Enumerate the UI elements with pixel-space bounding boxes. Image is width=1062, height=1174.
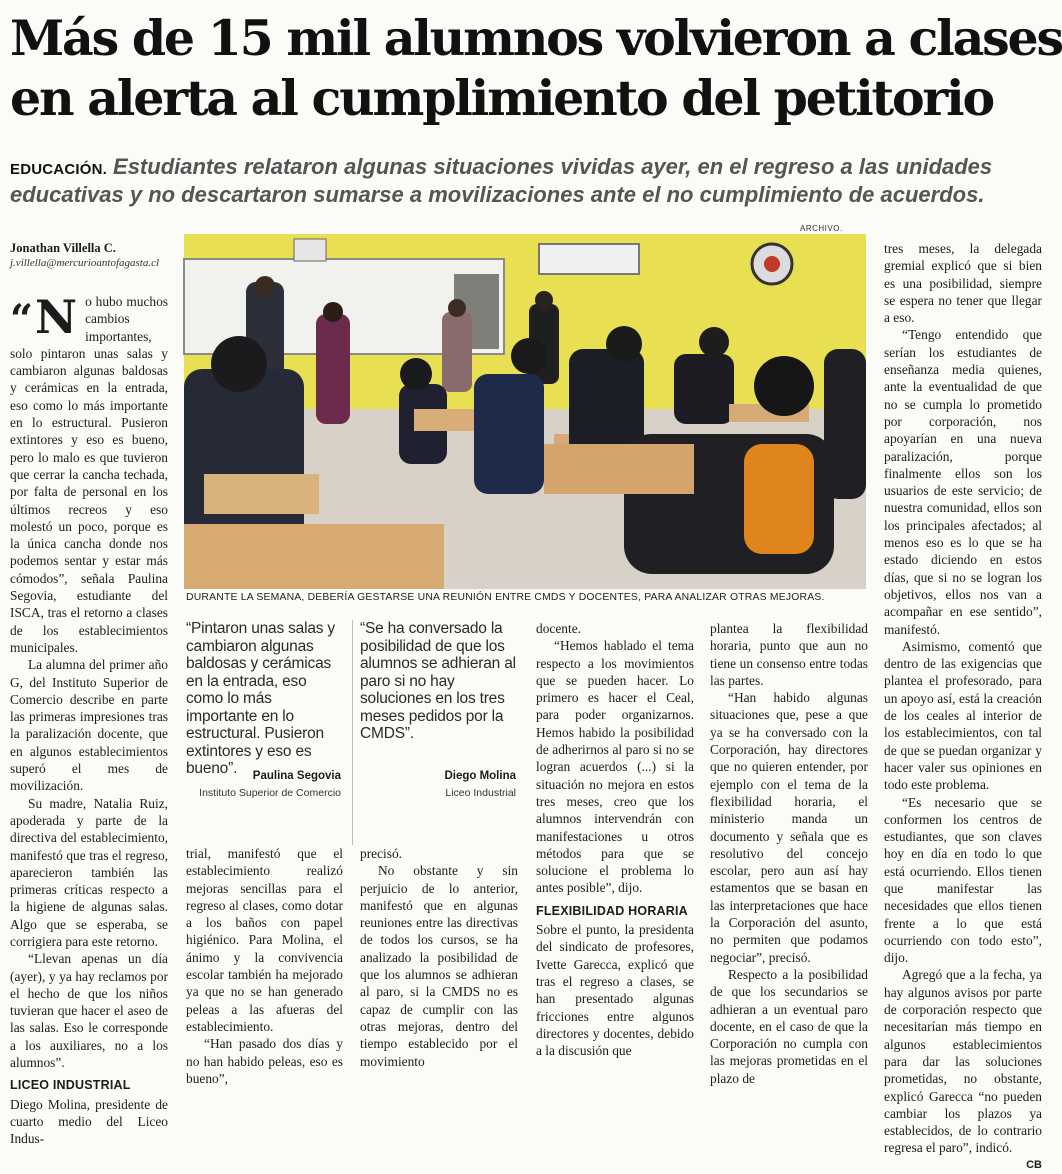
end-mark: CB	[1026, 1158, 1042, 1171]
paragraph: Sobre el punto, la presidenta del sindicato de profesores, Ivette Garecca, explicó que tras el regreso a clases, se han presentado algunas fricciones entre algunos directores y docentes, debido a la discusión que	[536, 922, 694, 1059]
paragraph: La alumna del primer año G, del Instituto Superior de Comercio describe en parte las primeras impresiones tras la paralización docente, que en algunos establecimientos superó el mes de movilización.	[10, 657, 168, 794]
drop-cap	[10, 290, 78, 344]
headline-line-2: en alerta al cumplimiento del petitorio	[10, 69, 993, 127]
paragraph: Su madre, Natalia Ruiz, apoderada y parte de la directiva del establecimiento, manifestó que tras el regreso, aparecieron también las primeras críticas respecto a la higiene de algunas salas. Algo que se esperaba, se corrigiera para este retorno.	[10, 795, 168, 949]
paragraph: precisó.	[360, 846, 403, 861]
paragraph-text: Agregó que a la fecha, ya hay algunos avisos por parte de corporación respecto que necesitarían más tiempo en algunos establecimientos para dar las soluciones prometidas, no obstante, explicó Garecca “no pueden cambiar los plazos ya establecidos, de lo contrario regresa el paro”, indicó.	[884, 967, 1042, 1156]
classroom-illustration	[184, 234, 866, 589]
column-6	[884, 240, 1042, 1171]
section-label: EDUCACIÓN.	[10, 161, 108, 178]
column-4	[536, 620, 694, 1059]
paragraph: “Hemos hablado el tema respecto a los movimientos que se pueden hacer. Lo primero es hacer el Ceal, para poder organizarnos. Hemos habido la posibilidad de adherirnos al paro si no se logran acuerdos (...) si la situación no mejora en estos tres meses, creo que los alumnos intervendrán con manifestaciones u otros métodos para que se solucione el problema lo antes posible”, dijo.	[536, 638, 694, 896]
byline-author: Jonathan Villella C.	[10, 241, 116, 255]
paragraph: Diego Molina, presidente de cuarto medio del Liceo Indus-	[10, 1096, 168, 1147]
paragraph: “Llevan apenas un día (ayer), y ya hay reclamos por el hecho de que los niños tuvieran que hacer el aseo de las salas. Eso le corresponde a los auxiliares, no a los alumnos”.	[10, 951, 168, 1071]
column-rule	[352, 620, 353, 845]
deck	[10, 154, 1040, 207]
paragraph: No obstante y sin perjuicio de lo anterior, manifestó que en algunas reuniones entre las directivas de todos los cursos, se ha analizado la posibilidad de que los alumnos se adhieran al paro, si la CMDS no es capaz de cumplir con las otras mejoras, dentro del tiempo establecido por el movimiento	[360, 863, 518, 1069]
photo-credit: ARCHIVO.	[800, 224, 843, 233]
pull-quote-1-org: Instituto Superior de Comercio	[199, 787, 341, 799]
pull-quote-2-org: Liceo Industrial	[445, 787, 516, 799]
headline	[10, 8, 1062, 128]
paragraph: o hubo muchos cambios importantes, solo pintaron unas salas y cambiaron algunas baldosas y cerámicas en la entrada, eso como lo más importante en lo estructural. Pusieron extintores y eso es bueno, pero lo malo es que tuvieron que cerrar la cancha techada, por falta de personal en los últimos recreos y eso molestó un poco, porque es la única cancha donde nos podemos sentar y estar más cómodos”, señala Paulina Segovia, estudiante del ISCA, tras el retorno a clases de los establecimientos municipales.	[10, 294, 168, 655]
paragraph: “Es necesario que se conformen los centros de estudiantes, que son claves hoy en día en todo lo que está ocurriendo. Ellos tienen que manifestar las necesidades que ellos tienen frente a lo que está ocurriendo con todo esto”, dijo.	[884, 794, 1042, 966]
paragraph: Respecto a la posibilidad de que los secundarios se adhieran a un eventual paro docente, en el caso de que la Corporación no cumpla con las mejoras prometidas en el plazo de	[710, 966, 868, 1086]
paragraph: “Han habido algunas situaciones que, pese a que ya se ha conversado con la Corporación, hay directores que no quieren entender, por ejemplo con el tema de la flexibilidad horaria, el ministerio manda un documento y señala que es resolutivo del concejo escolar, pero aun así hay estamentos que se basan en las interpretaciones que hace la Corporación del asunto, no permiten que podamos negociar”, precisó.	[710, 690, 868, 965]
paragraph	[884, 966, 1042, 1171]
subhead-liceo-industrial: LICEO INDUSTRIAL	[10, 1078, 131, 1093]
pull-quote-1: “Pintaron unas salas y cambiaron algunas baldosas y cerámicas en la entrada, eso como lo más importante en lo estructural. Pusieron extintores y eso es bueno”.	[186, 620, 335, 777]
pull-quote-2: “Se ha conversado la posibilidad de que los alumnos se adhieran al paro si no hay soluciones en los tres meses pedidos por la CMDS”.	[360, 620, 516, 742]
paragraph: Asimismo, comentó que dentro de las exigencias que plantea el profesorado, para un apoyo así, está la creación de los ceales al interior de los establecimientos, con tal de que se puedan organizar y hacer valer sus opiniones en todo este problema.	[884, 638, 1042, 793]
byline-email: j.villella@mercurioantofagasta.cl	[10, 257, 160, 269]
column-2	[186, 845, 343, 1086]
paragraph: plantea la flexibilidad horaria, punto que aun no tiene un consenso entre todas las partes.	[710, 621, 868, 688]
pull-quote-2-name: Diego Molina	[444, 770, 516, 782]
column-1	[10, 240, 168, 1147]
paragraph: docente.	[536, 621, 581, 636]
subhead-flexibilidad-horaria: FLEXIBILIDAD HORARIA	[536, 903, 688, 918]
paragraph: “Han pasado dos días y no han habido peleas, eso es bueno”,	[186, 1036, 343, 1086]
paragraph: “Tengo entendido que serían los estudiantes de enseñanza media quienes, ante la eventualidad de que no se cumpla lo prometido por corporación, nos apoyarían en una nueva paralización, porque finalmente ellos son los usuarios de este servicio; de nuestra comunidad, ellos son los principales afectados; al menos eso es lo que se ha estado diciendo en estos días, que si no se logran los objetivos, ellos nos van a acompañar en ese sentido”, manifestó.	[884, 327, 1042, 637]
classroom-photo	[184, 234, 866, 589]
drop-cap-letter: N	[35, 290, 78, 344]
drop-quote-mark: “	[10, 296, 34, 343]
paragraph: trial, manifestó que el establecimiento realizó mejoras sencillas para el regreso al clases, como dotar a los baños con papel higiénico. Para Molina, el ánimo y la convivencia escolar también ha mejorado ya que no se han generado peleas a las afueras del establecimiento.	[186, 846, 343, 1034]
headline-line-1: Más de 15 mil alumnos volvieron a clases	[10, 9, 1062, 67]
pull-quote-1-name: Paulina Segovia	[252, 770, 341, 782]
column-5	[710, 620, 868, 1086]
deck-text: Estudiantes relataron algunas situaciones vividas ayer, en el regreso a las unidades educativas y no descartaron sumarse a movilizaciones ante el no cumplimiento de acuerdos.	[10, 154, 993, 207]
photo-caption: DURANTE LA SEMANA, DEBERÍA GESTARSE UNA REUNIÓN ENTRE CMDS Y DOCENTES, PARA ANALIZAR OTRAS MEJORAS.	[186, 592, 825, 603]
paragraph: tres meses, la delegada gremial explicó que si bien es una posibilidad, siempre se espera no tener que llegar a eso.	[884, 241, 1042, 326]
column-3	[360, 845, 518, 1069]
opening-paragraph	[10, 290, 168, 656]
